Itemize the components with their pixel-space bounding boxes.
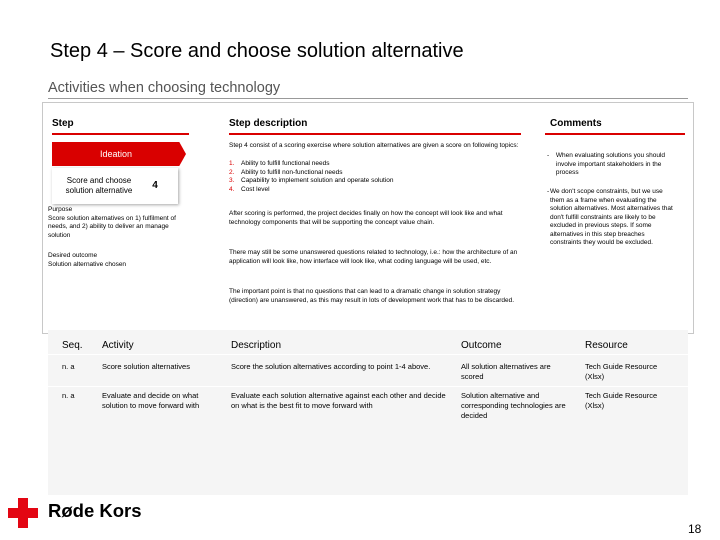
table-cell-outcome: All solution alternatives are scored xyxy=(461,362,551,381)
description-paragraph: After scoring is performed, the project decides finally on how the concept will look like and what technology components that will be supporting the concept value chain. xyxy=(229,210,503,226)
ideation-banner-label: Ideation xyxy=(99,149,133,159)
description-paragraph: There may still be some unanswered questions related to technology, i.e.: how the architecture of an application will look like, how interface will look like, what coding language will be used, etc. xyxy=(229,249,518,265)
list-item: 2. Ability to fulfill non-functional needs xyxy=(229,168,343,176)
page-subtitle: Activities when choosing technology xyxy=(48,80,281,96)
step-column-rule xyxy=(52,133,189,135)
table-header-description: Description xyxy=(231,340,282,351)
table-cell-resource: Tech Guide Resource (Xlsx) xyxy=(585,362,658,381)
comment-item: - When evaluating solutions you should involve important stakeholders in the process xyxy=(547,152,666,176)
table-cell-description: Score the solution alternatives according to point 1-4 above. xyxy=(231,362,431,371)
description-paragraph: The important point is that no questions that can lead to a dramatic change in solution strategy (direction) are unanswered, as this may result in lots of development work that has to be discarded. xyxy=(229,288,515,304)
logo-text: Røde Kors xyxy=(48,500,142,521)
table-cell-seq: n. a xyxy=(62,391,75,400)
description-column-header: Step description xyxy=(229,118,308,129)
description-column-rule xyxy=(229,133,521,135)
table-header-outcome: Outcome xyxy=(461,340,502,351)
table-divider xyxy=(48,386,688,387)
table-cell-outcome: Solution alternative and corresponding technologies are decided xyxy=(461,391,566,420)
list-item: 4. Cost level xyxy=(229,185,270,193)
list-item: 1. Ability to fulfill functional needs xyxy=(229,160,330,167)
comments-column-rule xyxy=(545,133,685,135)
table-cell-activity: Evaluate and decide on what solution to move forward with xyxy=(102,391,200,410)
step-card-label: Score and choose solution alternative xyxy=(65,176,133,195)
table-cell-activity: Score solution alternatives xyxy=(102,362,190,371)
step-number: 4 xyxy=(152,180,158,191)
table-header-seq: Seq. xyxy=(62,340,83,351)
list-item: 3. Capability to implement solution and operate solution xyxy=(229,177,394,184)
page-number: 18 xyxy=(688,522,702,536)
table-cell-seq: n. a xyxy=(62,362,75,371)
red-cross-icon xyxy=(8,498,38,528)
table-header-resource: Resource xyxy=(585,340,628,351)
comment-item: - We don't scope constraints, but we use them as a frame when evaluating the solution alternatives. Most alternatives that don't fulfill constraints are likely to be excluded in previous steps. If some alternatives in this step breaches constraints they would be excluded. xyxy=(547,188,673,246)
comments-column-header: Comments xyxy=(550,118,602,129)
description-list xyxy=(229,160,521,194)
table-cell-description: Evaluate each solution alternative against each other and decide on what is the best fit to move forward with xyxy=(231,391,446,410)
table-header-activity: Activity xyxy=(102,340,134,351)
purpose-text: Purpose Score solution alternatives on 1) fulfilment of needs, and 2) ability to deliver an manage solution xyxy=(48,206,176,239)
page-title: Step 4 – Score and choose solution alternative xyxy=(50,40,464,62)
desired-outcome-text: Desired outcome Solution alternative chosen xyxy=(48,252,127,268)
subtitle-divider xyxy=(48,98,688,99)
description-intro: Step 4 consist of a scoring exercise where solution alternatives are given a score on following topics: xyxy=(229,142,519,149)
table-cell-resource: Tech Guide Resource (Xlsx) xyxy=(585,391,658,410)
step-column-header: Step xyxy=(52,118,74,129)
table-divider xyxy=(48,354,688,355)
